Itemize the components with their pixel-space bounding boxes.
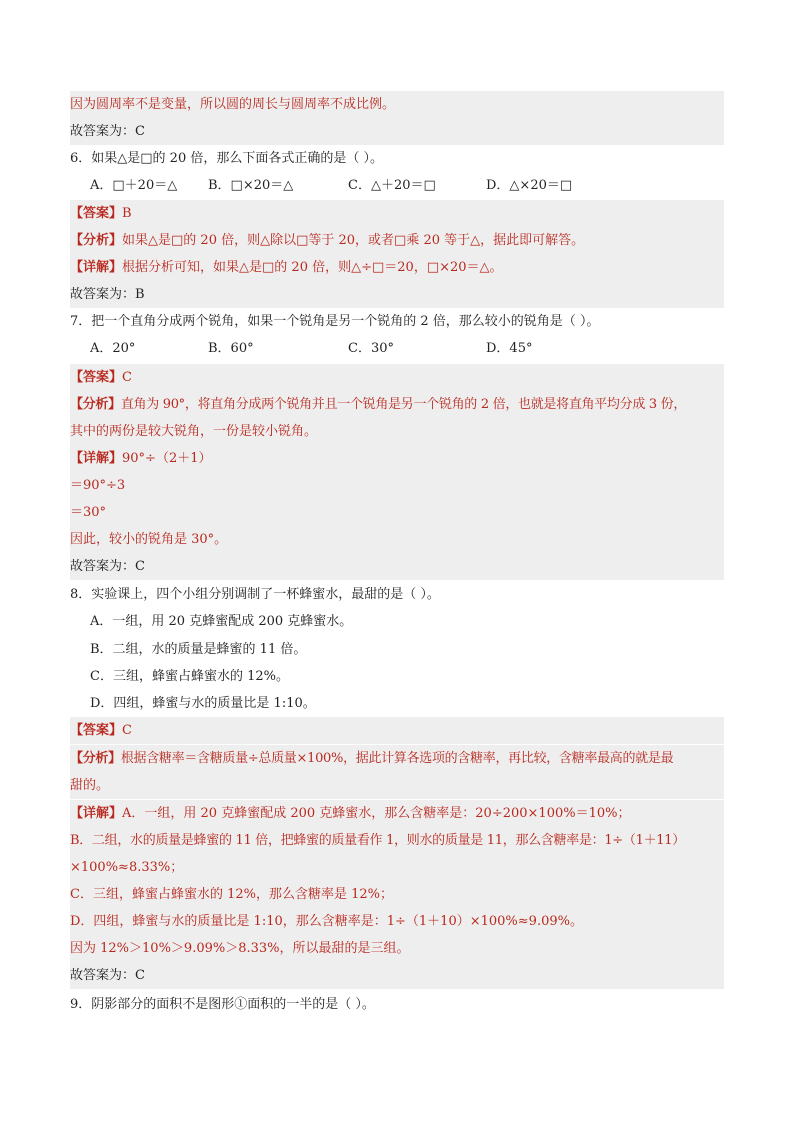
q8-answer: [70, 717, 724, 744]
q7-analysis-text-1: 直角为 90°，将直角分成两个锐角并且一个锐角是另一个锐角的 2 倍，也就是将直角平均分成 3 份，: [120, 397, 687, 412]
q6-option-b: B．□×20＝△: [208, 178, 294, 193]
q8-conclusion: 故答案为：C: [70, 962, 724, 989]
analysis-tag: 【分析】: [70, 751, 121, 766]
q7-answer: [70, 364, 724, 391]
q8-analysis: [70, 745, 724, 772]
q7-options: [70, 335, 724, 362]
detail-tag: 【详解】: [70, 806, 123, 821]
q6-detail: [70, 254, 724, 281]
answer-tag: 【答案】: [70, 723, 123, 738]
q8-detail-c: C．三组，蜂蜜占蜂蜜水的 12%，那么含糖率是 12%；: [70, 881, 724, 908]
q5-conclusion: 故答案为：C: [70, 118, 724, 145]
q7-analysis-text-2: 其中的两份是较大锐角，一份是较小锐角。: [70, 418, 724, 445]
q6-option-c: C．△＋20＝□: [348, 178, 436, 193]
q6-answer: [70, 200, 724, 227]
q6-analysis: [70, 227, 724, 254]
q7-option-b: B．60°: [208, 341, 254, 356]
q8-compare: 因为 12%＞10%＞9.09%＞8.33%，所以最甜的是三组。: [70, 935, 724, 962]
q8-analysis-text-2: 甜的。: [70, 772, 724, 799]
analysis-tag: 【分析】: [70, 397, 121, 412]
q8-detail-d: D．四组，蜂蜜与水的质量比是 1:10，那么含糖率是：1÷（1＋10）×100%≈9.09%。: [70, 908, 724, 935]
q6-option-d: D．△×20＝□: [486, 178, 573, 193]
q6-detail-text: 根据分析可知，如果△是□的 20 倍，则△÷□＝20，□×20＝△。: [122, 260, 503, 275]
q8-option-c: C．三组，蜂蜜占蜂蜜水的 12%。: [90, 669, 289, 684]
q8-stem: 8．实验课上，四个小组分别调制了一杯蜂蜜水，最甜的是（ ）。: [70, 587, 440, 602]
detail-tag: 【详解】: [70, 451, 123, 466]
q7-detail: [70, 445, 724, 472]
q7-stem: 7．把一个直角分成两个锐角，如果一个锐角是另一个锐角的 2 倍，那么较小的锐角是（ ）。: [70, 314, 600, 329]
q7-analysis: [70, 391, 724, 418]
q5-reason: 因为圆周率不是变量，所以圆的周长与圆周率不成比例。: [70, 91, 724, 118]
q8-detail-b-1: B．二组，水的质量是蜂蜜的 11 倍，把蜂蜜的质量看作 1，则水的质量是 11，那么含糖率是：1÷（1＋11）: [70, 827, 724, 854]
analysis-tag: 【分析】: [70, 233, 123, 248]
q7-detail-text-2: ＝90°÷3: [70, 472, 724, 499]
q9-stem: 9．阴影部分的面积不是图形①面积的一半的是（ ）。: [70, 997, 375, 1012]
answer-tag: 【答案】: [70, 370, 123, 385]
q6-analysis-text: 如果△是□的 20 倍，则△除以□等于 20，或者□乘 20 等于△，据此即可解答。: [122, 233, 585, 248]
answer-tag: 【答案】: [70, 206, 123, 221]
q8-option-b: B．二组，水的质量是蜂蜜的 11 倍。: [90, 642, 307, 657]
q7-option-d: D．45°: [486, 341, 533, 356]
q7-option-c: C．30°: [348, 341, 394, 356]
q6-stem: 6．如果△是□的 20 倍，那么下面各式正确的是（ ）。: [70, 151, 383, 166]
q7-detail-text-1: 90°÷（2＋1）: [122, 451, 212, 466]
q8-detail: [70, 800, 724, 827]
q7-option-a: A．20°: [90, 341, 136, 356]
q6-conclusion: 故答案为：B: [70, 281, 724, 308]
q8-answer-value: C: [122, 723, 132, 738]
q8-analysis-text-1: 根据含糖率＝含糖质量÷总质量×100%，据此计算各选项的含糖率，再比较，含糖率最高的就是最: [120, 751, 674, 766]
q7-conclusion: 故答案为：C: [70, 553, 724, 580]
q8-option-d: D．四组，蜂蜜与水的质量比是 1:10。: [90, 696, 316, 711]
q8-detail-b-2: ×100%≈8.33%；: [70, 854, 724, 881]
q8-option-a: A．一组，用 20 克蜂蜜配成 200 克蜂蜜水。: [90, 614, 353, 629]
q6-options: [70, 172, 724, 199]
q7-detail-text-4: 因此，较小的锐角是 30°。: [70, 526, 724, 553]
q7-answer-value: C: [122, 370, 132, 385]
q6-option-a: A．□＋20＝△: [90, 178, 178, 193]
q7-detail-text-3: ＝30°: [70, 499, 724, 526]
q8-detail-a: A．一组，用 20 克蜂蜜配成 200 克蜂蜜水，那么含糖率是：20÷200×100%＝10%；: [122, 806, 631, 821]
detail-tag: 【详解】: [70, 260, 123, 275]
q6-answer-value: B: [122, 206, 132, 221]
